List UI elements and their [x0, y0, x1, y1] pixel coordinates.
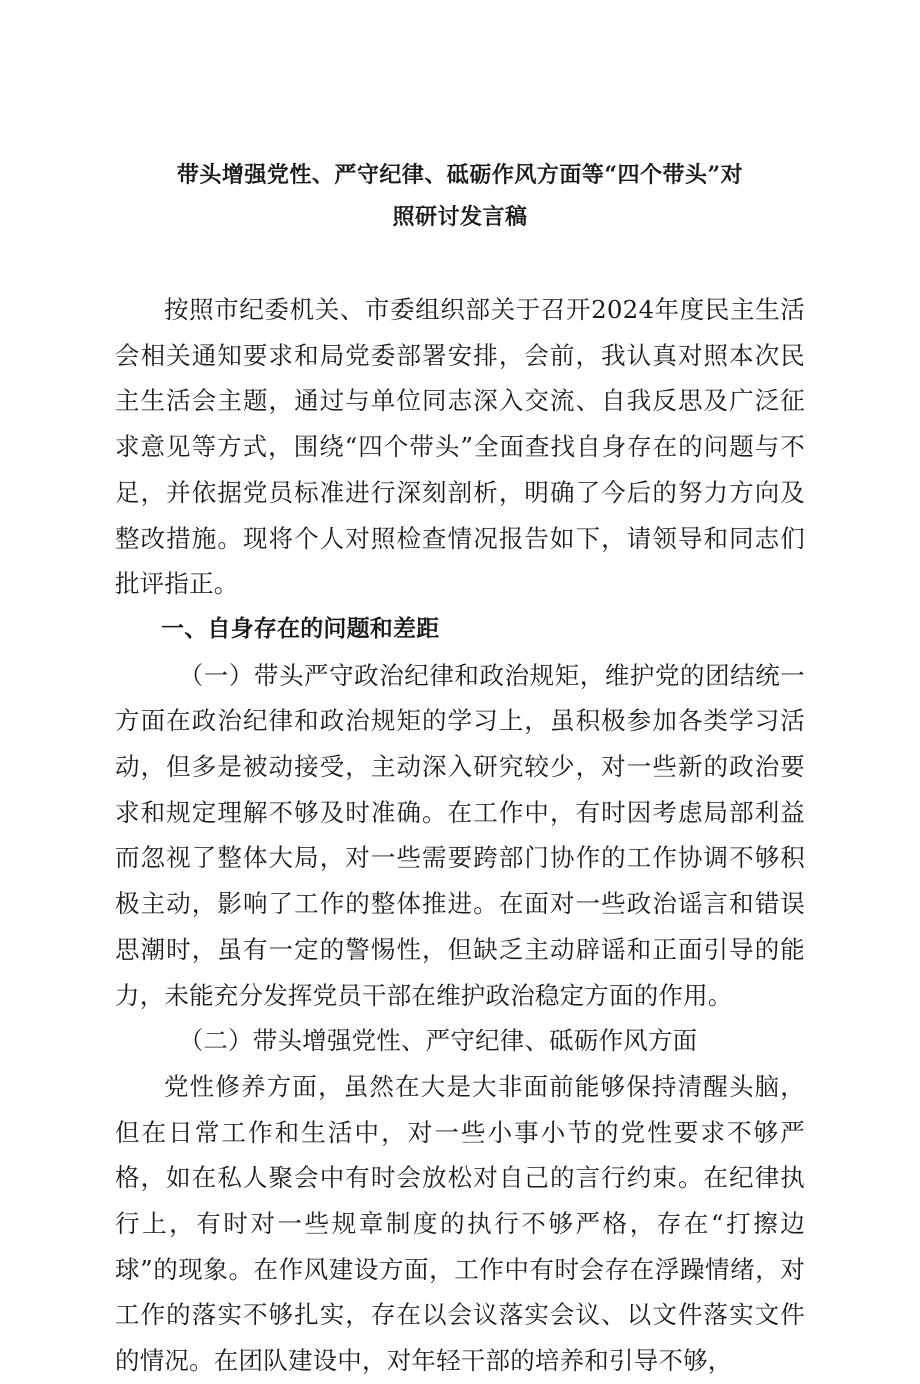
- subsection-1-paragraph: （一）带头严守政治纪律和政治规矩，维护党的团结统一方面在政治纪律和政治规矩的学习上，虽积极参加各类学习活动，但多是被动接受，主动深入研究较少，对一些新的政治要求和规定理解不够及时准确。在工作中，有时因考虑局部利益而忽视了整体大局，对一些需要跨部门协作的工作协调不够积极主动，影响了工作的整体推进。在面对一些政治谣言和错误思潮时，虽有一定的警惕性，但缺乏主动辟谣和正面引导的能力，未能充分发挥党员干部在维护政治稳定方面的作用。: [115, 660, 805, 1010]
- subsection-2-heading: （二）带头增强党性、严守纪律、砥砺作风方面: [178, 1026, 698, 1056]
- subsection-2-paragraph: 党性修养方面，虽然在大是大非面前能够保持清醒头脑，但在日常工作和生活中，对一些小事小节的党性要求不够严格，如在私人聚会中有时会放松对自己的言行约束。在纪律执行上，有时对一些规章制度的执行不够严格，存在“打擦边球”的现象。在作风建设方面，工作中有时会存在浮躁情绪，对工作的落实不够扎实，存在以会议落实会议、以文件落实文件的情况。在团队建设中，对年轻干部的培养和引导不够，: [115, 1071, 805, 1376]
- intro-paragraph: 按照市纪委机关、市委组织部关于召开2024年度民主生活会相关通知要求和局党委部署安排，会前，我认真对照本次民主生活会主题，通过与单位同志深入交流、自我反思及广泛征求意见等方式，围绕“四个带头”全面查找自身存在的问题与不足，并依据党员标准进行深刻剖析，明确了今后的努力方向及整改措施。现将个人对照检查情况报告如下，请领导和同志们批评指正。: [115, 295, 805, 599]
- document-title-line-1: 带头增强党性、严守纪律、砥砺作风方面等“四个带头”对: [176, 162, 744, 188]
- document-title-line-2: 照研讨发言稿: [392, 204, 528, 230]
- document-body: [115, 287, 805, 1384]
- section-1-heading: 一、自身存在的问题和差距: [161, 615, 440, 642]
